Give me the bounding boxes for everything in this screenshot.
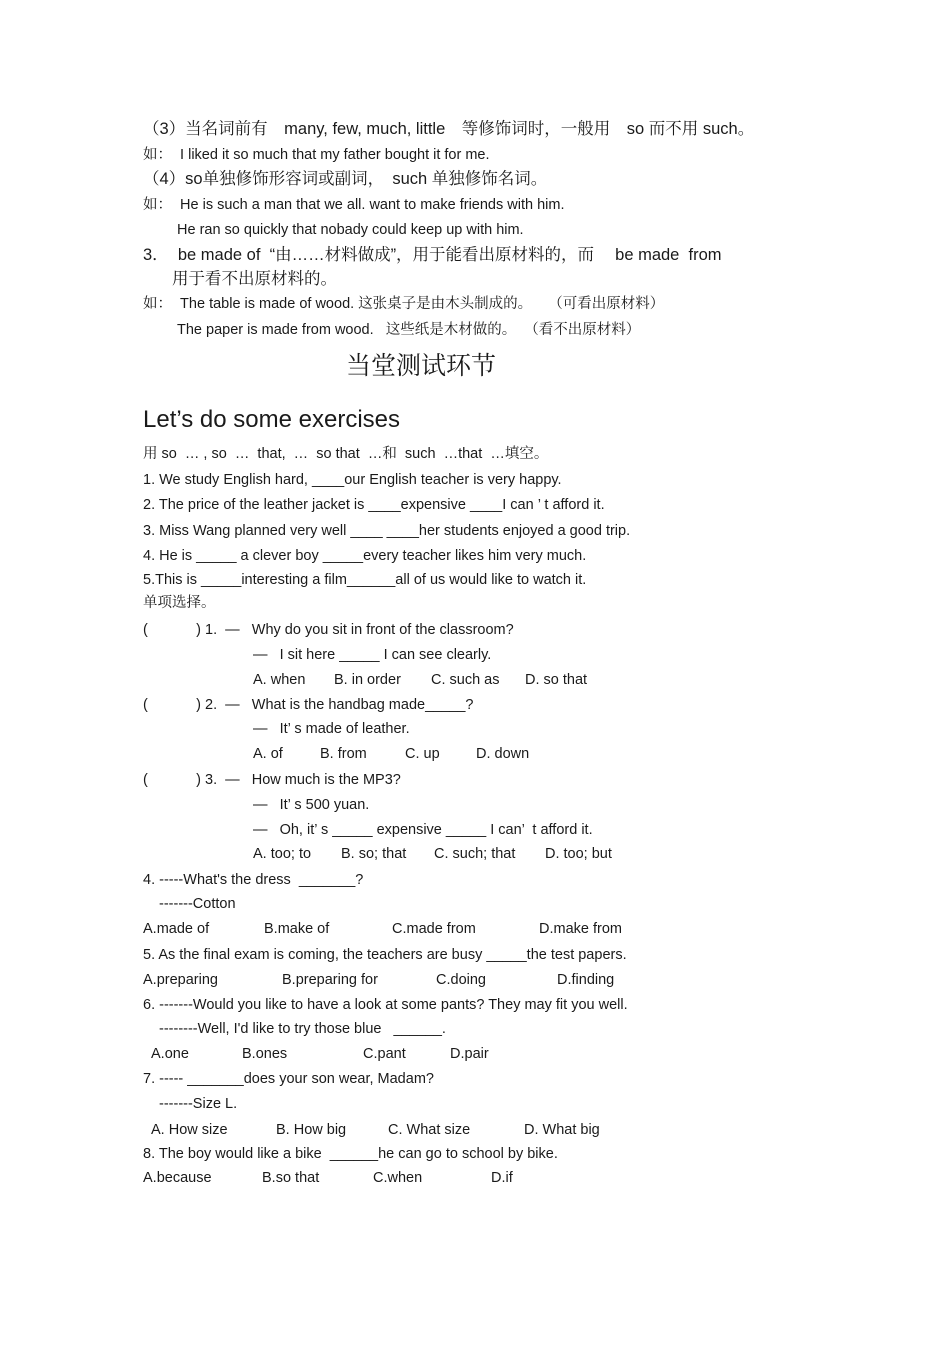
mc-question-1-answer-line: — I sit here _____ I can see clearly. (253, 647, 492, 663)
mc-2-option-c: C. up (405, 746, 440, 762)
mc-question-8: 8. The boy would like a bike ______he can go to school by bike. (143, 1146, 558, 1162)
mc-2-option-b: B. from (320, 746, 367, 762)
mc-3-option-c: C. such; that (434, 846, 516, 862)
mc-3-option-b: B. so; that (341, 846, 407, 862)
item-3-line-2: 用于看不出原材料的。 (172, 270, 337, 288)
rule-4-example-1: 如： He is such a man that we all. want to make friends with him. (143, 197, 565, 213)
mc-7-option-b: B. How big (276, 1122, 347, 1138)
mc-2-option-a: A. of (253, 746, 283, 762)
rule-4: （4）so单独修饰形容词或副词， such 单独修饰名词。 (143, 170, 548, 188)
mc-4-option-c: C.made from (392, 921, 476, 937)
mc-question-4: 4. -----What's the dress _______? (143, 872, 364, 888)
fill-question-4: 4. He is _____ a clever boy _____every teacher likes him very much. (143, 548, 587, 564)
mc-question-3-line-3: — Oh, it’ s _____ expensive _____ I can’ t afford it. (253, 822, 593, 838)
mc-5-option-b: B.preparing for (282, 972, 378, 988)
item-3-example-1: 如： The table is made of wood. 这张桌子是由木头制成的。 （可看出原材料） (143, 296, 665, 312)
mc-question-7: 7. ----- _______does your son wear, Madam? (143, 1071, 434, 1087)
mc-6-option-b: B.ones (242, 1046, 288, 1062)
mc-8-option-c: C.when (373, 1170, 423, 1186)
mc-8-option-b: B.so that (262, 1170, 320, 1186)
mc-1-option-b: B. in order (334, 672, 401, 688)
mc-3-option-a: A. too; to (253, 846, 312, 862)
mc-question-5: 5. As the final exam is coming, the teachers are busy _____the test papers. (143, 947, 627, 963)
mc-question-4-reply: -------Cotton (159, 896, 236, 912)
fill-question-3: 3. Miss Wang planned very well ____ ____her students enjoyed a good trip. (143, 523, 631, 539)
mc-4-option-d: D.make from (539, 921, 622, 937)
mc-question-3: ( ) 3. — How much is the MP3? (143, 772, 401, 788)
mc-7-option-a: A. How size (151, 1122, 228, 1138)
mc-question-1: ( ) 1. — Why do you sit in front of the classroom? (143, 622, 514, 638)
mc-question-2-answer-line: — It’ s made of leather. (253, 721, 410, 737)
mc-4-option-b: B.make of (264, 921, 330, 937)
fill-question-2: 2. The price of the leather jacket is ____expensive ____I can ’ t afford it. (143, 497, 605, 513)
mc-8-option-a: A.because (143, 1170, 212, 1186)
mc-5-option-c: C.doing (436, 972, 486, 988)
mc-question-6-reply: --------Well, I'd like to try those blue ______. (159, 1021, 446, 1037)
fill-instruction: 用 so … , so … that, … so that …和 such …that …填空。 (143, 446, 549, 462)
mc-3-option-d: D. too; but (545, 846, 612, 862)
rule-3: （3）当名词前有 many, few, much, little 等修饰词时，一般用 so 而不用 such。 (143, 120, 755, 138)
mc-1-option-d: D. so that (525, 672, 588, 688)
fill-question-5: 5.This is _____interesting a film______all of us would like to watch it. (143, 572, 587, 588)
mc-5-option-a: A.preparing (143, 972, 218, 988)
mc-1-option-a: A. when (253, 672, 306, 688)
mc-6-option-d: D.pair (450, 1046, 489, 1062)
mc-question-6: 6. -------Would you like to have a look at some pants? They may fit you well. (143, 997, 628, 1013)
mc-question-2: ( ) 2. — What is the handbag made_____? (143, 697, 474, 713)
rule-4-example-2: He ran so quickly that nobady could keep up with him. (177, 222, 524, 238)
mc-2-option-d: D. down (476, 746, 530, 762)
item-3-line-1: 3． be made of “由……材料做成”，用于能看出原材料的，而 be made from (143, 246, 722, 264)
mc-question-3-line-2: — It’ s 500 yuan. (253, 797, 370, 813)
fill-question-1: 1. We study English hard, ____our English teacher is very happy. (143, 472, 562, 488)
section-title: 当堂测试环节 (346, 352, 497, 380)
mc-8-option-d: D.if (491, 1170, 513, 1186)
mc-7-option-d: D. What big (524, 1122, 600, 1138)
mc-heading: 单项选择。 (143, 595, 216, 611)
rule-3-example: 如： I liked it so much that my father bought it for me. (143, 147, 490, 163)
mc-1-option-c: C. such as (431, 672, 500, 688)
mc-5-option-d: D.finding (557, 972, 615, 988)
mc-question-7-reply: -------Size L. (159, 1096, 238, 1112)
mc-7-option-c: C. What size (388, 1122, 471, 1138)
item-3-example-2: The paper is made from wood. 这些纸是木材做的。 （看不出原材料） (177, 322, 641, 338)
mc-6-option-a: A.one (151, 1046, 189, 1062)
mc-6-option-c: C.pant (363, 1046, 406, 1062)
exercise-heading: Let’s do some exercises (143, 406, 401, 433)
mc-4-option-a: A.made of (143, 921, 210, 937)
